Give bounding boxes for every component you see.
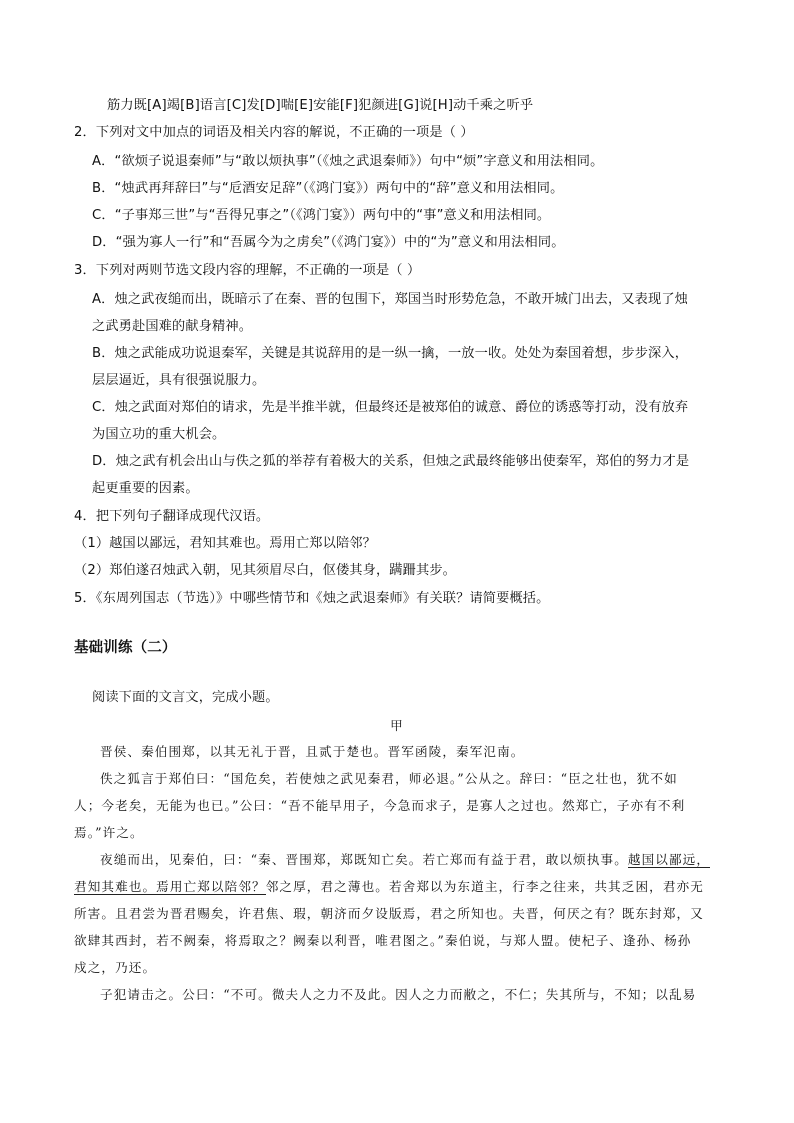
punctuation-question-line: 筋力既[A]竭[B]语言[C]发[D]喘[E]安能[F]犯颜进[G]说[H]动千乘之听乎 (107, 98, 534, 113)
underlined-sentence: 君知其难也。焉用亡郑以陪邻？ (74, 879, 266, 894)
question-3-option-a-line-2: 之武勇赴国难的献身精神。 (92, 319, 253, 334)
passage-paragraph-3-line-4: 欲肆其西封，若不阙秦，将焉取之？阙秦以利晋，唯君图之。”秦伯说，与郑人盟。使杞子、逢孙、杨孙 (74, 933, 692, 948)
passage-paragraph-4-line-1: 子犯请击之。公曰：“不可。微夫人之力不及此。因人之力而敝之，不仁；失其所与，不知；以乱易 (100, 987, 697, 1002)
question-3-option-d-line-1: D．烛之武有机会出山与佚之狐的举荐有着极大的关系，但烛之武最终能够出使秦军，郑伯的努力才是 (92, 454, 690, 469)
question-2-option-c: C．“子事郑三世”与“吾得兄事之”（《鸿门宴》）两句中的“事”意义和用法相同。 (92, 208, 551, 223)
passage-paragraph-2-line-3: 焉。”许之。 (74, 825, 144, 840)
section-title: 基础训练（二） (74, 640, 177, 656)
question-3-option-b-line-1: B．烛之武能成功说退秦军，关键是其说辞用的是一纵一擒，一放一收。处处为秦国着想，步步深入， (92, 346, 689, 361)
question-5: 5．《东周列国志（节选）》中哪些情节和《烛之武退秦师》有关联？请简要概括。 (74, 591, 550, 606)
question-2-option-a: A．“欲烦子说退秦师”与“敢以烦执事”（《烛之武退秦师》）句中“烦”字意义和用法相同。 (92, 154, 604, 169)
underlined-sentence: 越国以鄙远， (627, 852, 711, 867)
passage-label-jia: 甲 (390, 718, 404, 733)
question-3-option-c-line-2: 为国立功的重大机会。 (92, 427, 226, 442)
question-3: 3．下列对两则节选文段内容的理解，不正确的一项是（ ） (74, 263, 421, 278)
passage-paragraph-3-line-2 (74, 876, 704, 895)
passage-paragraph-3-line-3: 所害。且君尝为晋君赐矣，许君焦、瑕，朝济而夕设版焉，君之所知也。夫晋，何厌之有？既东封郑，又 (74, 906, 704, 921)
question-2-option-b: B．“烛武再拜辞曰”与“卮酒安足辞”（《鸿门宴》）两句中的“辞”意义和用法相同。 (92, 181, 564, 196)
passage-paragraph-2-line-1: 佚之狐言于郑伯曰：“国危矣，若使烛之武见秦君，师必退。”公从之。辞曰：“臣之壮也，犹不如 (100, 771, 678, 786)
question-2: 2．下列对文中加点的词语及相关内容的解说，不正确的一项是（ ） (74, 125, 474, 140)
question-4-sentence-2: （2）郑伯遂召烛武入朝，见其须眉尽白，伛偻其身，蹒跚其步。 (74, 563, 456, 578)
passage-text: 邻之厚，君之薄也。若舍郑以为东道主，行李之往来，共其乏困，君亦无 (265, 879, 704, 894)
question-3-option-d-line-2: 起更重要的因素。 (92, 481, 199, 496)
question-4-sentence-1: （1）越国以鄙远，君知其难也。焉用亡郑以陪邻？ (74, 536, 376, 551)
passage-paragraph-3-line-5: 戍之，乃还。 (74, 960, 157, 975)
question-3-option-b-line-2: 层层逼近，具有很强说服力。 (92, 373, 266, 388)
question-2-option-d: D．“强为寡人一行”和“吾属今为之虏矣”（《鸿门宴》）中的“为”意义和用法相同。 (92, 235, 565, 250)
reading-instruction: 阅读下面的文言文，完成小题。 (92, 690, 279, 705)
passage-paragraph-1: 晋侯、秦伯围郑，以其无礼于晋，且贰于楚也。晋军函陵，秦军氾南。 (100, 744, 525, 759)
question-4: 4．把下列句子翻译成现代汉语。 (74, 509, 270, 524)
passage-paragraph-3-line-1 (100, 849, 710, 868)
passage-paragraph-2-line-2: 人；今老矣，无能为也已。”公曰：“吾不能早用子，今急而求子，是寡人之过也。然郑亡，子亦有不利 (74, 798, 686, 813)
question-3-option-a-line-1: A．烛之武夜缒而出，既暗示了在秦、晋的包围下，郑国当时形势危急，不敢开城门出去，又表现了烛 (92, 292, 689, 307)
question-3-option-c-line-1: C．烛之武面对郑伯的请求，先是半推半就，但最终还是被郑伯的诚意、爵位的诱惑等打动，没有放弃 (92, 400, 689, 415)
passage-text: 夜缒而出，见秦伯，曰：“秦、晋围郑，郑既知亡矣。若亡郑而有益于君，敢以烦执事。 (100, 852, 628, 867)
